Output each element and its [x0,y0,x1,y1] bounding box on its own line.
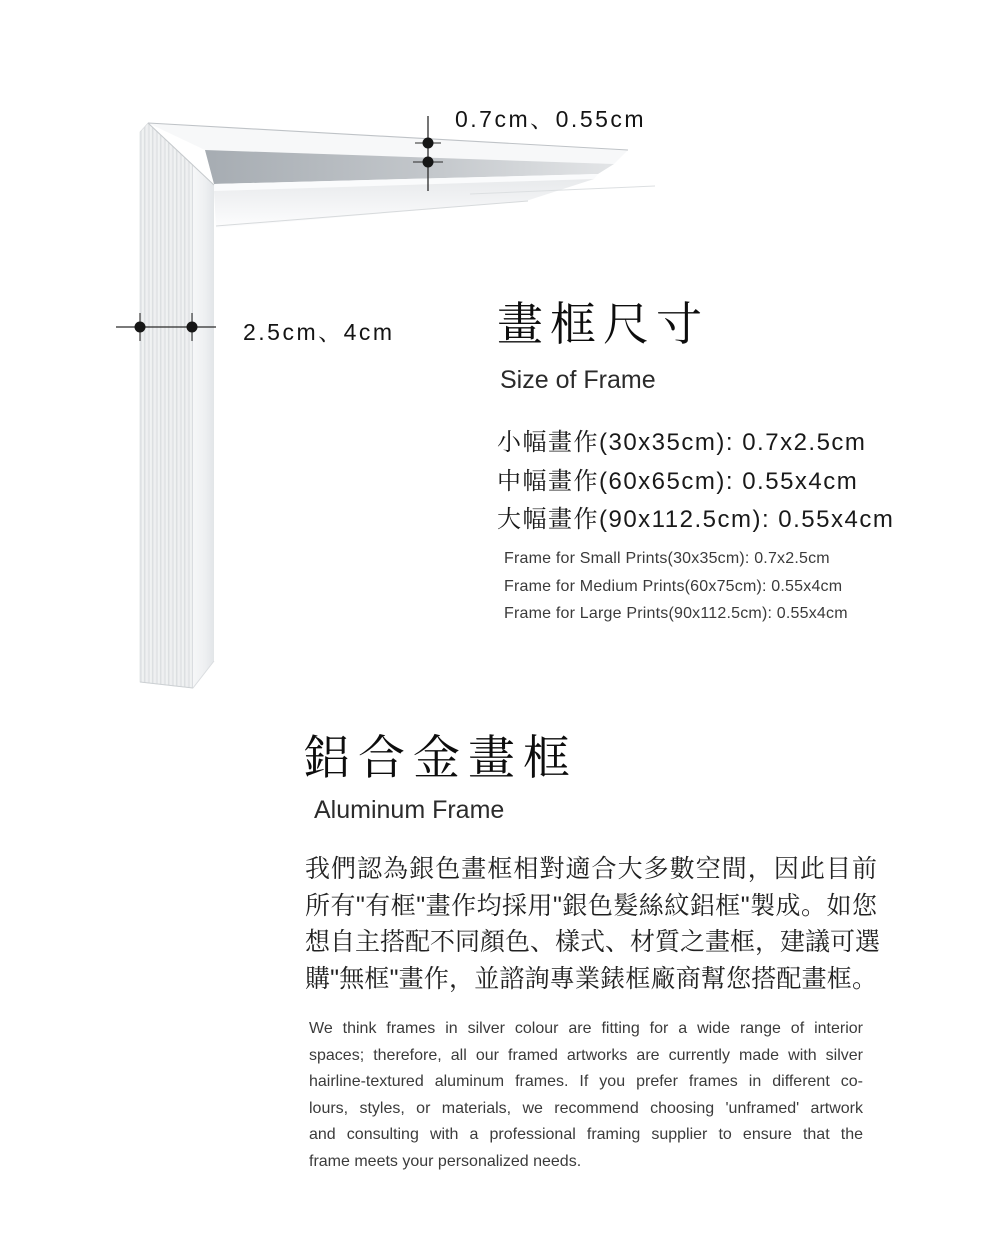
aluminum-section-title-en: Aluminum Frame [314,796,505,824]
size-list-zh [497,424,894,540]
measure-dot [423,157,434,168]
description-en-line: lours, styles, or materials, we recommend choosing 'unframed' artwork [309,1099,863,1117]
description-en-line: spaces; therefore, all our framed artworks are currently made with silver [309,1046,863,1064]
measure-dot [423,138,434,149]
size-section-title-en: Size of Frame [500,366,656,394]
description-zh-line: 想自主搭配不同顏色、樣式、材質之畫框，建議可選 [305,928,881,957]
size-line-en-small: Frame for Small Prints(30x35cm): 0.7x2.5cm [504,550,830,567]
aluminum-description-zh [305,851,881,997]
size-line-zh-large: 大幅畫作(90x112.5cm): 0.55x4cm [497,506,895,534]
size-section-title-zh: 畫框尺寸 [497,298,709,350]
description-en-line: frame meets your personalized needs. [309,1152,582,1170]
description-en-line: and consulting with a professional framing supplier to ensure that the [309,1126,863,1143]
description-en-line: We think frames in silver colour are fitting for a wide range of interior [309,1020,863,1037]
size-line-en-large: Frame for Large Prints(90x112.5cm): 0.55x4cm [504,605,848,623]
description-en-line: hairline-textured aluminum frames. If you prefer frames in different co- [309,1073,863,1090]
description-zh-line: 購"無框"畫作，並諮詢專業錶框廠商幫您搭配畫框。 [305,964,877,993]
size-list-en [504,545,848,628]
frame-horizontal-rail [148,123,655,228]
measure-dot [135,322,146,333]
size-line-en-medium: Frame for Medium Prints(60x75cm): 0.55x4cm [504,577,843,595]
measure-dot [187,322,198,333]
description-zh-line: 我們認為銀色畫框相對適合大多數空間，因此目前 [305,855,877,883]
size-line-zh-small: 小幅畫作(30x35cm): 0.7x2.5cm [497,429,867,456]
size-line-zh-medium: 中幅畫作(60x65cm): 0.55x4cm [497,467,859,495]
frame-vertical-bar [140,123,214,688]
aluminum-section-title-zh: 鋁合金畫框 [303,731,578,784]
aluminum-description-en [309,1016,863,1175]
dimension-label-top: 0.7cm、0.55cm [455,106,647,132]
dimension-label-left: 2.5cm、4cm [243,319,395,345]
description-zh-line: 所有"有框"畫作均採用"銀色髮絲紋鋁框"製成。如您 [305,891,877,920]
